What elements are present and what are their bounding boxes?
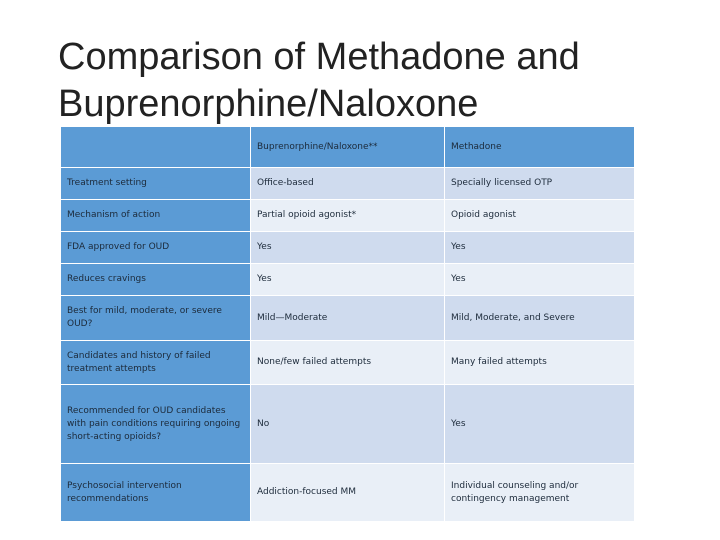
buprenorphine-cell: Partial opioid agonist* [251, 200, 445, 232]
header-cell-buprenorphine: Buprenorphine/Naloxone** [251, 127, 445, 168]
table-row [61, 341, 635, 385]
methadone-cell: Mild, Moderate, and Severe [445, 296, 635, 341]
header-cell-empty [61, 127, 251, 168]
table-row [61, 464, 635, 522]
row-label: Reduces cravings [61, 264, 251, 296]
methadone-cell: Many failed attempts [445, 341, 635, 385]
row-label: Mechanism of action [61, 200, 251, 232]
table-row [61, 296, 635, 341]
methadone-cell: Specially licensed OTP [445, 168, 635, 200]
methadone-cell: Individual counseling and/or contingency management [445, 464, 635, 522]
table-row [61, 232, 635, 264]
row-label: Treatment setting [61, 168, 251, 200]
row-label: FDA approved for OUD [61, 232, 251, 264]
row-label: Best for mild, moderate, or severe OUD? [61, 296, 251, 341]
methadone-cell: Yes [445, 232, 635, 264]
table-row [61, 168, 635, 200]
buprenorphine-cell: Mild—Moderate [251, 296, 445, 341]
table-row [61, 385, 635, 464]
buprenorphine-cell: None/few failed attempts [251, 341, 445, 385]
methadone-cell: Opioid agonist [445, 200, 635, 232]
row-label: Psychosocial intervention recommendations [61, 464, 251, 522]
buprenorphine-cell: Yes [251, 232, 445, 264]
buprenorphine-cell: No [251, 385, 445, 464]
header-cell-methadone: Methadone [445, 127, 635, 168]
buprenorphine-cell: Yes [251, 264, 445, 296]
buprenorphine-cell: Office-based [251, 168, 445, 200]
comparison-table [60, 126, 635, 522]
table-row [61, 264, 635, 296]
table-row [61, 200, 635, 232]
row-label: Recommended for OUD candidates with pain conditions requiring ongoing short-acting opioids? [61, 385, 251, 464]
methadone-cell: Yes [445, 385, 635, 464]
slide-title: Comparison of Methadone and Buprenorphine/Naloxone [58, 36, 580, 125]
row-label: Candidates and history of failed treatment attempts [61, 341, 251, 385]
buprenorphine-cell: Addiction-focused MM [251, 464, 445, 522]
methadone-cell: Yes [445, 264, 635, 296]
table-header-row [61, 127, 635, 168]
